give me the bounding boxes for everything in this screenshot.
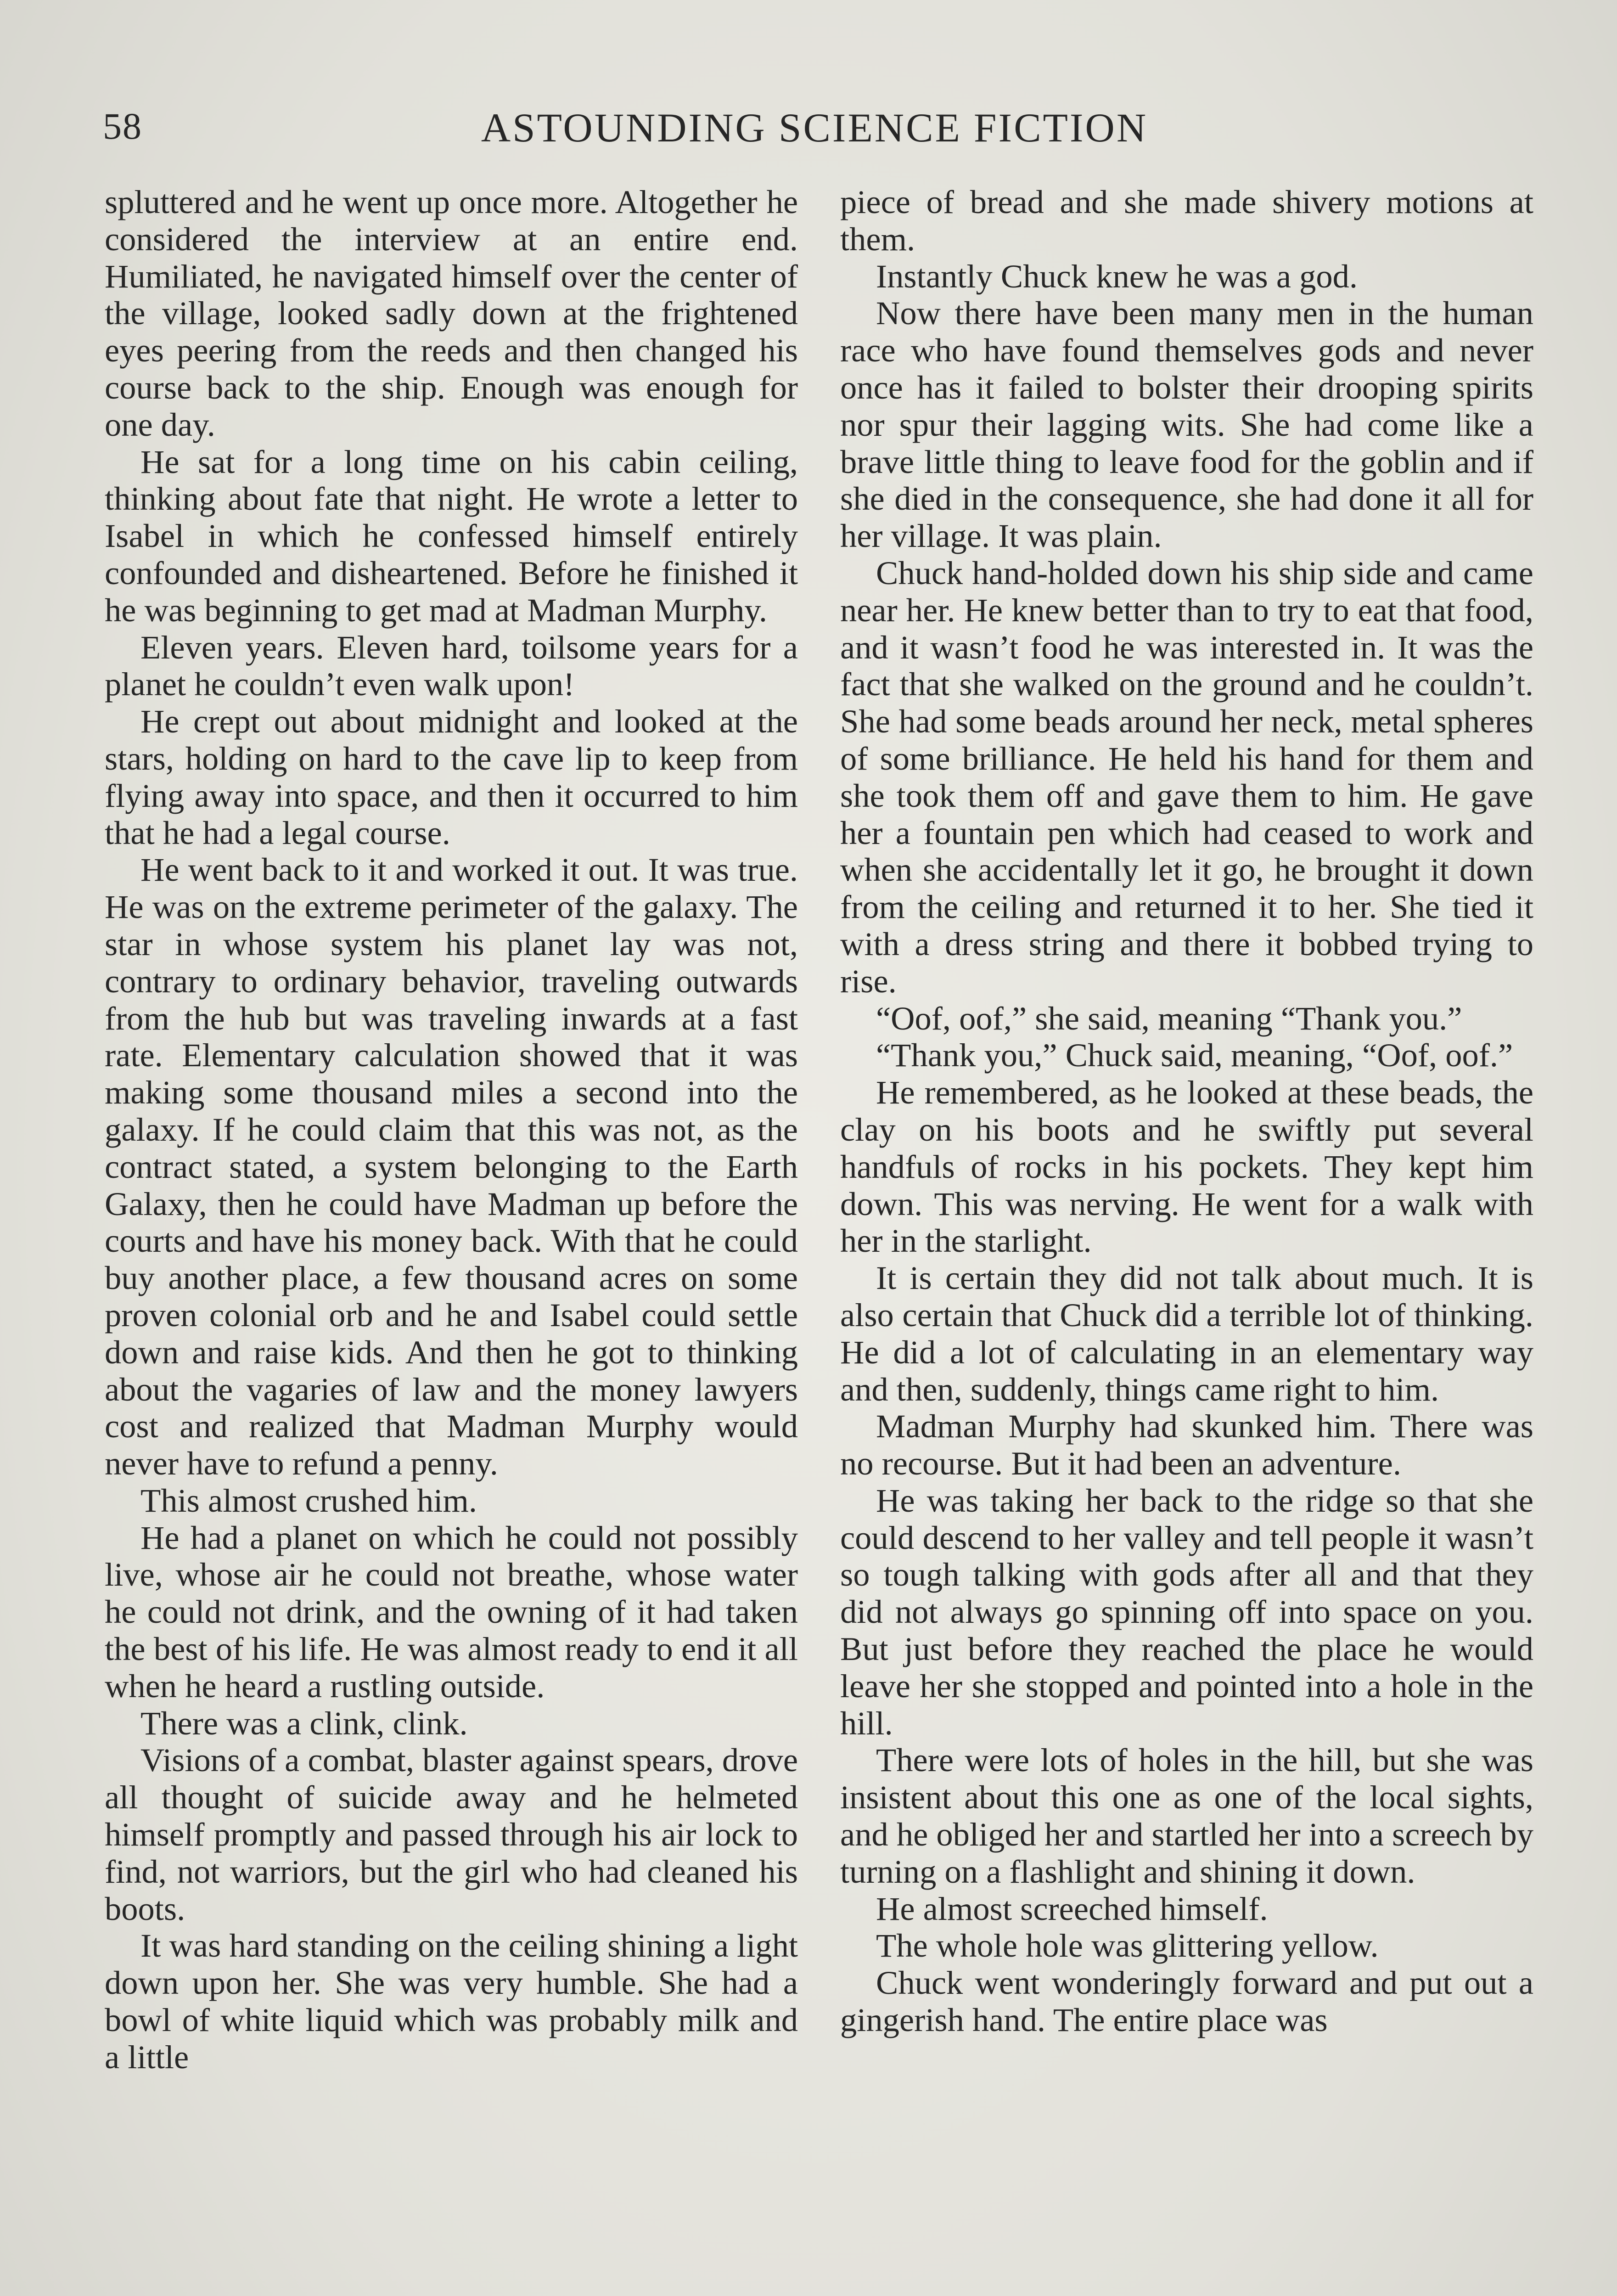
paragraph: He was taking her back to the ridge so that she could descend to her valley and tell people it wasn’t so tough talking with gods after all and that they did not always go spinning off into space on you. But just before they reached the place he would leave her she stopped and pointed into a hole in the hill. bbox=[840, 1481, 1533, 1742]
paragraph: He remembered, as he looked at these beads, the clay on his boots and he swiftly put several handfuls of rocks in his pockets. They kept him down. This was nerving. He went for a walk with her in the starlight. bbox=[840, 1074, 1533, 1260]
paragraph: This almost crushed him. bbox=[140, 1481, 477, 1519]
paragraph: “Oof, oof,” she said, meaning “Thank you.” bbox=[876, 999, 1462, 1037]
paragraph: He went back to it and worked it out. It was true. He was on the extreme perimeter of the galaxy. The star in whose system his planet lay was not, contrary to ordinary behavior, traveling outwards from the hub but was traveling inwards at a fast rate. Elementary calculation showed that it was making some thousand miles a second into the galaxy. If he could claim that this was not, as the contract stated, a system belonging to the Earth Galaxy, then he could have Madman up before the courts and have his money back. With that he could buy another place, a few thousand acres on some proven colonial orb and he and Isabel could settle down and raise kids. And then he got to thinking about the vagaries of law and the money lawyers cost and realized that Madman Murphy would never have to refund a penny. bbox=[105, 851, 798, 1482]
paragraph: Eleven years. Eleven hard, toilsome years for a planet he couldn’t even walk upon! bbox=[105, 628, 798, 703]
paragraph: Chuck went wonderingly forward and put out a gingerish hand. The entire place was bbox=[840, 1964, 1533, 2039]
paragraph: He sat for a long time on his cabin ceiling, thinking about fate that night. He wrote a letter to Isabel in which he confessed himself entirely confounded and disheartened. Before he finished it he was beginning to get mad at Madman Murphy. bbox=[105, 443, 798, 629]
paragraph: Madman Murphy had skunked him. There was no recourse. But it had been an adventure. bbox=[840, 1407, 1533, 1482]
paragraph: “Thank you,” Chuck said, meaning, “Oof, oof.” bbox=[876, 1036, 1513, 1074]
paragraph: Chuck hand-holded down his ship side and came near her. He knew better than to try to eat that food, and it wasn’t food he was interested in. It was the fact that she walked on the ground and he couldn’t. She had some beads around her neck, metal spheres of some brilliance. He held his hand for them and she took them off and gave them to him. He gave her a fountain pen which had ceased to work and when she accidentally let it go, he brought it down from the ceiling and returned it to her. She tied it with a dress string and there it bobbed trying to rise. bbox=[840, 554, 1533, 1000]
paragraph: It was hard standing on the ceiling shining a light down upon her. She was very humble. She had a bowl of white liquid which was probably milk and a little bbox=[105, 1927, 798, 2076]
paragraph: There were lots of holes in the hill, but she was insistent about this one as one of the local sights, and he obliged her and startled her into a screech by turning on a flashlight and shining it down. bbox=[840, 1741, 1533, 1890]
paragraph: It is certain they did not talk about much. It is also certain that Chuck did a terrible lot of thinking. He did a lot of calculating in an elementary way and then, suddenly, things came right to him. bbox=[840, 1259, 1533, 1408]
paragraph: piece of bread and she made shivery motions at them. bbox=[840, 183, 1533, 258]
page-number: 58 bbox=[103, 105, 142, 147]
paragraph: There was a clink, clink. bbox=[140, 1704, 468, 1742]
running-title: ASTOUNDING SCIENCE FICTION bbox=[481, 106, 1148, 151]
paragraph: He had a planet on which he could not possibly live, whose air he could not breathe, whose water he could not drink, and the owning of it had taken the best of his life. He was almost ready to end it all when he heard a rustling outside. bbox=[105, 1519, 798, 1705]
paragraph: The whole hole was glittering yellow. bbox=[876, 1927, 1379, 1964]
left-column bbox=[105, 184, 798, 2076]
paragraph: Visions of a combat, blaster against spears, drove all thought of suicide away and he helmeted himself promptly and passed through his air lock to find, not warriors, but the girl who had cleaned his boots. bbox=[105, 1741, 798, 1927]
paragraph: He crept out about midnight and looked at the stars, holding on hard to the cave lip to keep from flying away into space, and then it occurred to him that he had a legal course. bbox=[105, 703, 798, 851]
paragraph: Instantly Chuck knew he was a god. bbox=[876, 257, 1358, 295]
paragraph: spluttered and he went up once more. Altogether he considered the interview at an entire end. Humiliated, he navigated himself over the center of the village, looked sadly down at the frightened eyes peering from the reeds and then changed his course back to the ship. Enough was enough for one day. bbox=[105, 183, 798, 443]
right-column bbox=[840, 184, 1533, 2039]
paragraph: Now there have been many men in the human race who have found themselves gods and never once has it failed to bolster their drooping spirits nor spur their lagging wits. She had come like a brave little thing to leave food for the goblin and if she died in the consequence, she had done it all for her village. It was plain. bbox=[840, 294, 1533, 555]
paragraph: He almost screeched himself. bbox=[876, 1890, 1268, 1927]
